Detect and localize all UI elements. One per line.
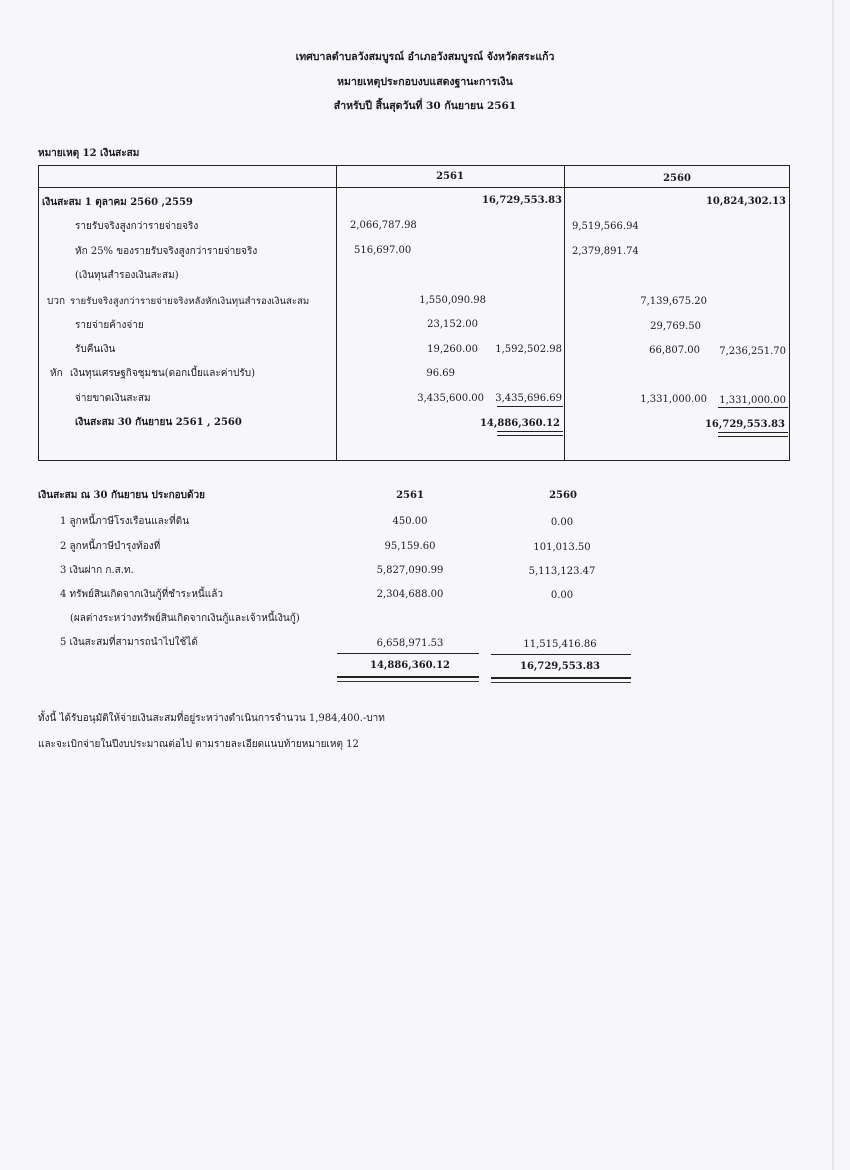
table-row-label: รายจ่ายค้างจ่าย <box>75 320 144 331</box>
table-row-label: (เงินทุนสำรองเงินสะสม) <box>75 270 179 281</box>
header-period: สำหรับปี สิ้นสุดวันที่ 30 กันยายน 2561 <box>333 100 517 112</box>
list-item-label: 2 ลูกหนี้ภาษีบำรุงท้องที่ <box>60 541 161 552</box>
row-prefix: บวก <box>47 296 66 307</box>
col-header-2560: 2560 <box>663 173 691 184</box>
table-header-line <box>38 187 790 188</box>
footer-line-1: ทั้งนี้ ได้รับอนุมัติให้จ่ายเงินสะสมที่อยู่ระหว่างดำเนินการจำนวน 1,984,400.-บาท <box>38 713 385 724</box>
scan-edge-line <box>832 0 834 1170</box>
list-item-value: 95,159.60 <box>384 541 436 552</box>
table-vline-1 <box>336 165 337 460</box>
table-row-label: เงินทุนเศรษฐกิจชุมชน(ดอกเบี้ยและค่าปรับ) <box>70 368 256 379</box>
table-cell: 1,550,090.98 <box>419 295 486 306</box>
subtotal-line <box>497 406 563 407</box>
list-item-value: 0.00 <box>550 590 574 601</box>
table-row-label: รับคืนเงิน <box>75 344 116 355</box>
table-vline-2 <box>564 165 565 460</box>
table-row-label: เงินสะสม 30 กันยายน 2561 , 2560 <box>75 417 242 428</box>
total-double-line <box>718 432 788 437</box>
table-cell: 66,807.00 <box>649 345 700 356</box>
table-cell: 1,331,000.00 <box>640 394 707 405</box>
list-item-value: 5,827,090.99 <box>376 565 444 576</box>
section2-total-double-line <box>337 676 479 682</box>
table-row-label: เงินสะสม 1 ตุลาคม 2560 ,2559 <box>42 197 193 208</box>
list-item-label: 3 เงินฝาก ก.ส.ท. <box>60 565 134 576</box>
subtotal-line <box>718 407 788 408</box>
section2-title: เงินสะสม ณ 30 กันยายน ประกอบด้วย <box>38 490 205 501</box>
section2-col-2560: 2560 <box>549 490 577 501</box>
section2-total-2561: 14,886,360.12 <box>369 660 451 671</box>
table-cell: 9,519,566.94 <box>572 221 639 232</box>
header-org: เทศบาลตำบลวังสมบูรณ์ อำเภอวังสมบูรณ์ จังหวัดสระแก้ว <box>295 51 555 63</box>
list-item-value: 0.00 <box>550 517 574 528</box>
table-row-label: รายรับจริงสูงกว่ารายจ่ายจริง <box>75 221 199 232</box>
table-cell: 7,139,675.20 <box>640 296 707 307</box>
table-cell: 7,236,251.70 <box>719 346 786 357</box>
section2-sum-line <box>337 653 479 654</box>
section2-total-double-line <box>491 677 631 683</box>
footer-line-2: และจะเบิกจ่ายในปีงบประมาณต่อไป ตามรายละเอียดแนบท้ายหมายเหตุ 12 <box>38 739 359 750</box>
section2-col-2561: 2561 <box>396 490 424 501</box>
table-cell: 14,886,360.12 <box>479 418 560 429</box>
list-item-note: (ผลต่างระหว่างทรัพย์สินเกิดจากเงินกู้และเจ้าหนี้เงินกู้) <box>70 613 300 624</box>
list-item-value: 5,113,123.47 <box>528 566 596 577</box>
table-row-label: จ่ายขาดเงินสะสม <box>75 393 151 404</box>
list-item-value: 2,304,688.00 <box>376 589 444 600</box>
section2-total-2560: 16,729,553.83 <box>519 661 601 672</box>
row-prefix: หัก <box>50 368 63 379</box>
col-header-2561: 2561 <box>436 171 464 182</box>
section2-sum-line <box>491 654 631 655</box>
table-cell: 23,152.00 <box>427 319 478 330</box>
table-row-label: รายรับจริงสูงกว่ารายจ่ายจริงหลังหักเงินทุนสำรองเงินสะสม <box>70 296 310 307</box>
list-item-label: 4 ทรัพย์สินเกิดจากเงินกู้ที่ชำระหนี้แล้ว <box>60 589 223 600</box>
table-cell: 2,379,891.74 <box>572 246 639 257</box>
total-double-line <box>497 431 563 436</box>
table-cell: 96.69 <box>426 368 455 379</box>
list-item-label: 5 เงินสะสมที่สามารถนำไปใช้ได้ <box>60 637 198 648</box>
table-cell: 16,729,553.83 <box>481 195 562 206</box>
table-cell: 3,435,696.69 <box>495 393 562 404</box>
table-cell: 516,697.00 <box>354 245 412 256</box>
list-item-value: 450.00 <box>392 516 428 527</box>
list-item-value: 6,658,971.53 <box>376 638 444 649</box>
table-cell: 19,260.00 <box>427 344 478 355</box>
table-cell: 29,769.50 <box>650 321 701 332</box>
list-item-value: 101,013.50 <box>533 542 591 553</box>
list-item-label: 1 ลูกหนี้ภาษีโรงเรือนและที่ดิน <box>60 516 190 527</box>
table-cell: 3,435,600.00 <box>417 393 484 404</box>
note-title: หมายเหตุ 12 เงินสะสม <box>38 148 140 159</box>
header-subtitle: หมายเหตุประกอบงบแสดงฐานะการเงิน <box>337 76 513 88</box>
table-row-label: หัก 25% ของรายรับจริงสูงกว่ารายจ่ายจริง <box>75 246 258 257</box>
table-cell: 2,066,787.98 <box>350 220 417 231</box>
table-cell: 10,824,302.13 <box>705 196 786 207</box>
table-cell: 1,331,000.00 <box>719 395 786 406</box>
list-item-value: 11,515,416.86 <box>523 639 597 650</box>
table-cell: 16,729,553.83 <box>704 419 785 430</box>
table-cell: 1,592,502.98 <box>495 344 562 355</box>
